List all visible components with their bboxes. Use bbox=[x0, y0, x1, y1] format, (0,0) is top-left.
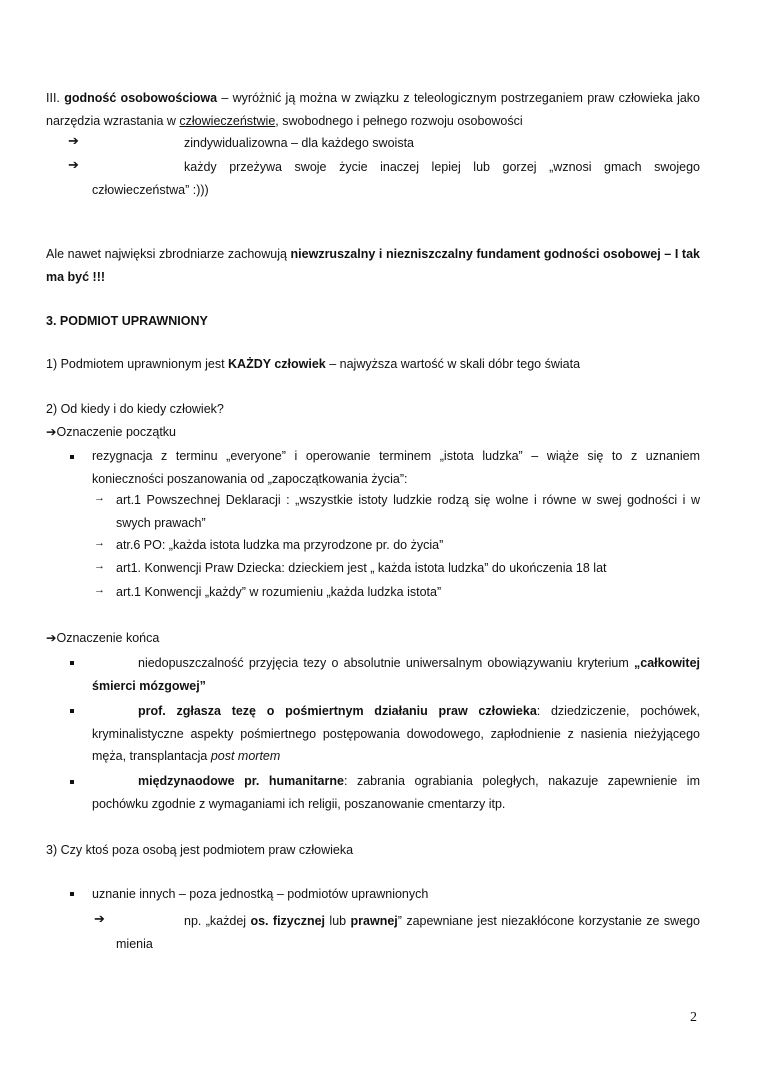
small-arrow-icon: → bbox=[94, 537, 105, 549]
poczatek-bullet: rezygnacja z terminu „everyone” i operowanie terminem „istota ludzka” – wiąże się to z uznaniem konieczności poszanowania od „zapoczątkowania życia”: bbox=[92, 449, 700, 486]
small-arrow-icon: → bbox=[94, 584, 105, 596]
poczatek-sub-item: art1. Konwencji Praw Dziecka: dzieckiem jest „ każda istota ludzka” do ukończenia 18 lat bbox=[116, 561, 607, 575]
oznaczenie-poczatku-label: ➔Oznaczenie początku bbox=[46, 425, 176, 439]
arrow-right-icon: ➔ bbox=[68, 133, 79, 148]
square-bullet-icon bbox=[70, 455, 74, 459]
paragraph-1: 1) Podmiotem uprawnionym jest KAŻDY człowiek – najwyższa wartość w skali dóbr tego świata bbox=[46, 357, 581, 371]
section-iii-item: zindywidualizowna – dla każdego swoista bbox=[184, 136, 414, 150]
arrow-right-icon: ➔ bbox=[46, 631, 57, 645]
page-number: 2 bbox=[690, 1010, 697, 1025]
ale-nawet-paragraph: Ale nawet najwięksi zbrodniarze zachowują niewzruszalny i niezniszczalny fundament godności osobowej – I tak ma być !!! bbox=[46, 247, 700, 284]
square-bullet-icon bbox=[70, 892, 74, 896]
small-arrow-icon: → bbox=[94, 492, 105, 504]
koniec-bullet-1: niedopuszczalność przyjęcia tezy o absolutnie uniwersalnym obowiązywaniu kryterium „całkowitej śmierci mózgowej” bbox=[92, 656, 700, 693]
paragraph-2: 2) Od kiedy i do kiedy człowiek? bbox=[46, 402, 224, 416]
section-iii-item: każdy przeżywa swoje życie inaczej lepiej lub gorzej „wznosi gmach swojego człowieczeństwa” :))) bbox=[92, 160, 700, 197]
underlined-word: człowieczeństwie bbox=[179, 113, 276, 128]
koniec-bullet-2: prof. zgłasza tezę o pośmiertnym działaniu praw człowieka: dziedziczenie, pochówek, kryminalistyczne aspekty pośmiertnego postępowania dowodowego, zapłodnienie z nasienia nieżyjącego męża, transplantacja post mortem bbox=[92, 704, 700, 763]
koniec-bullet-3: międzynaodowe pr. humanitarne: zabrania ograbiania poległych, nakazuje zapewnienie im pochówku zgodnie z wymaganiami ich religii, poszanowanie cmentarzy itp. bbox=[92, 774, 700, 811]
paragraph-3: 3) Czy ktoś poza osobą jest podmiotem praw człowieka bbox=[46, 843, 354, 857]
square-bullet-icon bbox=[70, 780, 74, 784]
section-heading: 3. PODMIOT UPRAWNIONY bbox=[46, 314, 208, 328]
arrow-right-icon: ➔ bbox=[94, 911, 105, 926]
section-iii-term: godność osobowościowa bbox=[64, 91, 218, 105]
poczatek-sub-item: atr.6 PO: „każda istota ludzka ma przyrodzone pr. do życia” bbox=[116, 538, 444, 552]
p3-bullet: uznanie innych – poza jednostką – podmiotów uprawnionych bbox=[92, 887, 429, 901]
oznaczenie-konca-label: ➔Oznaczenie końca bbox=[46, 631, 160, 645]
poczatek-sub-item: art.1 Powszechnej Deklaracji : „wszystkie istoty ludzkie rodzą się wolne i równe w swej godności i w swych prawach” bbox=[116, 493, 700, 530]
section-iii-paragraph: III. godność osobowościowa – wyróżnić ją można w związku z teleologicznym postrzeganiem praw człowieka jako narzędzia wzrastania w człowieczeństwie, swobodnego i pełnego rozwoju osobowości bbox=[46, 91, 700, 128]
square-bullet-icon bbox=[70, 709, 74, 713]
small-arrow-icon: → bbox=[94, 560, 105, 572]
square-bullet-icon bbox=[70, 661, 74, 665]
p3-sub-item: np. „każdej os. fizycznej lub prawnej” zapewniane jest niezakłócone korzystanie ze swego mienia bbox=[116, 914, 700, 951]
arrow-right-icon: ➔ bbox=[46, 425, 57, 439]
arrow-right-icon: ➔ bbox=[68, 157, 79, 172]
poczatek-sub-item: art.1 Konwencji „każdy” w rozumieniu „każda ludzka istota” bbox=[116, 585, 442, 599]
